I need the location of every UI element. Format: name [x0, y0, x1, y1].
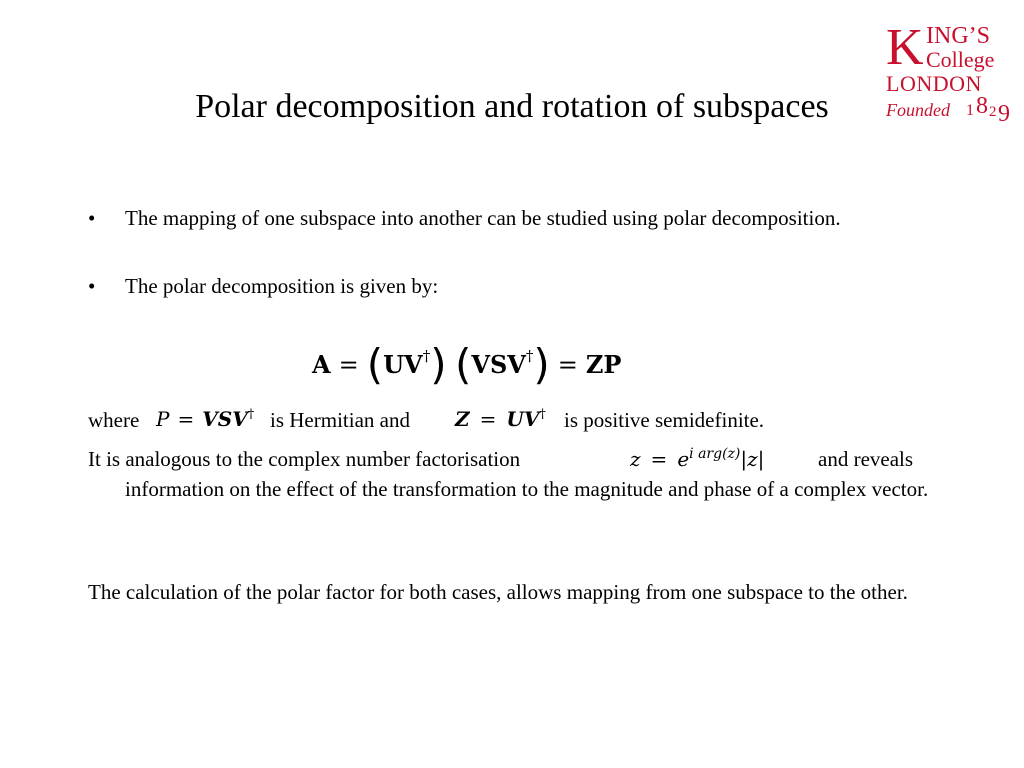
- p-definition: [156, 407, 254, 431]
- z-dagger: †: [539, 407, 546, 422]
- analogy-line1-end: and reveals: [818, 447, 914, 471]
- eq-paren: (: [454, 340, 472, 389]
- logo-founded: Founded: [886, 100, 950, 120]
- where-label: where: [88, 408, 140, 432]
- complex-factorisation-formula: [630, 446, 764, 471]
- z-value: UV: [506, 407, 540, 431]
- conclusion-paragraph: The calculation of the polar factor for both cases, allows mapping from one subspace to the other.: [88, 580, 908, 604]
- eq-lhs: A: [312, 350, 331, 379]
- p-value: VSV: [202, 407, 248, 431]
- eq-paren: ): [430, 340, 447, 389]
- analogy-line1: It is analogous to the complex number factorisation: [88, 447, 521, 471]
- bullet-text: The polar decomposition is given by:: [125, 274, 439, 298]
- bullet-symbol: •: [88, 274, 96, 298]
- formula-abs: |z|: [740, 447, 765, 471]
- bullet-symbol: •: [88, 206, 96, 230]
- formula-equals: =: [650, 447, 668, 471]
- logo-year-digit: 8: [976, 93, 988, 119]
- is-hermitian-text: is Hermitian and: [270, 408, 410, 432]
- eq-term1: UV: [383, 350, 423, 379]
- eq-dagger: †: [525, 347, 534, 365]
- p-dagger: †: [247, 407, 255, 422]
- eq-rhs: ZP: [585, 350, 622, 379]
- kings-college-logo: [858, 18, 1018, 128]
- eq-term2: VSV: [471, 350, 526, 379]
- z-symbol: Z: [455, 407, 470, 431]
- logo-year-digit: 1: [966, 102, 974, 119]
- formula-exponent: i arg(z): [689, 446, 741, 462]
- logo-year-digit: 2: [989, 104, 997, 120]
- analogy-continuation: information on the effect of the transformation to the magnitude and phase of a complex vector.: [125, 477, 929, 501]
- p-equals: =: [177, 407, 195, 431]
- formula-e: e: [677, 447, 690, 471]
- logo-college: College: [926, 47, 995, 72]
- slide-title: Polar decomposition and rotation of subspaces: [195, 88, 829, 125]
- logo-year-digit: 9: [998, 101, 1010, 127]
- polar-decomposition-equation: [312, 334, 621, 387]
- z-equals: =: [479, 407, 497, 431]
- logo-k: K: [886, 19, 924, 76]
- logo-ings: ING’S: [926, 23, 990, 49]
- eq-paren: (: [366, 340, 384, 389]
- logo-london: LONDON: [886, 71, 982, 96]
- bullet-text: The mapping of one subspace into another can be studied using polar decomposition.: [125, 206, 841, 230]
- z-definition: [455, 407, 546, 431]
- eq-paren: ): [533, 340, 550, 389]
- formula-z: z: [630, 447, 641, 471]
- is-psd-text: is positive semidefinite.: [564, 408, 765, 432]
- p-symbol: P: [156, 407, 170, 431]
- eq-equals: =: [557, 351, 578, 379]
- eq-dagger: †: [422, 347, 431, 365]
- eq-equals: =: [338, 351, 359, 379]
